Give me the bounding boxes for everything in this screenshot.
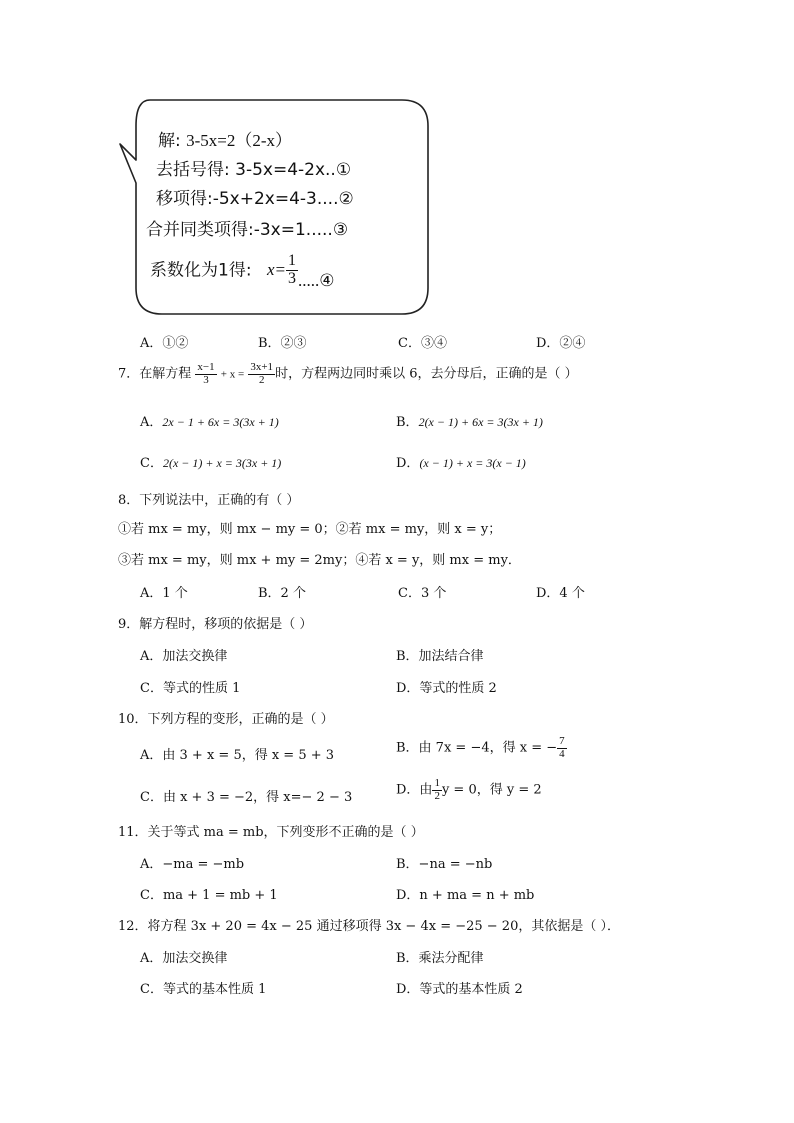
q8-option-b[interactable]: B．2 个 [258,586,306,601]
q7-fraction-1 [195,362,216,386]
q7-b-text: 2(x − 1) + 6x = 3(3x + 1) [418,415,543,429]
q11-option-a[interactable]: A．−ma = −mb [140,857,245,872]
q6-option-c[interactable]: C．③④ [398,336,447,351]
q7-b-label: B． [396,415,419,430]
q7-option-b[interactable] [396,411,543,430]
q10-b-num: 7 [559,735,565,747]
q8-option-d[interactable]: D．4 个 [536,586,585,601]
q10-d-den: 2 [434,789,440,802]
q10-d-num: 1 [434,777,440,789]
q7-d-text: (x − 1) + x = 3(x − 1) [419,456,526,470]
q7-mid: + x = [220,368,245,381]
q7-a-text: 2x − 1 + 6x = 3(3x + 1) [162,415,279,429]
q7-stem-post: 时，方程两边同时乘以 6，去分母后，正确的是（ ） [275,366,578,382]
q7-c-text: 2(x − 1) + x = 3(3x + 1) [162,456,282,470]
bubble-x-eq: x= [266,260,286,280]
q10-b-den: 4 [559,747,565,760]
q8-option-c[interactable]: C．3 个 [398,586,447,601]
q12-option-b[interactable]: B．乘法分配律 [396,951,484,966]
bubble-solve-label: 解 [158,131,175,151]
bubble-equation: 3-5x=2（2-x） [186,131,293,150]
q10-stem: 10．下列方程的变形，正确的是（ ） [118,712,334,727]
bubble-line-1 [158,126,292,151]
q10-option-d[interactable] [396,778,542,802]
q9-stem: 9．解方程时，移项的依据是（ ） [118,617,313,632]
q7-a-label: A． [140,415,163,430]
q8-statement-row-1: ①若 mx = my，则 mx − my = 0；②若 mx = my，则 x = y； [118,522,502,537]
q12-option-a[interactable]: A．加法交换律 [140,951,228,966]
q6-option-b[interactable]: B．②③ [258,336,307,351]
q7-f1-den: 3 [203,373,209,386]
q9-option-a[interactable]: A．加法交换律 [140,649,228,664]
q11-option-c[interactable]: C．ma + 1 = mb + 1 [140,888,278,903]
q11-option-b[interactable]: B．−na = −nb [396,857,493,872]
q7-option-c[interactable] [140,452,281,471]
q12-option-d[interactable]: D．等式的基本性质 2 [396,982,523,997]
q10-d-pre: D．由 [396,782,433,798]
q7-stem-pre: 7．在解方程 [118,366,192,382]
bubble-line-5 [150,252,335,291]
q9-option-d[interactable]: D．等式的性质 2 [396,681,497,696]
q7-f1-num: x−1 [197,361,215,373]
q10-d-fraction [432,778,442,802]
bubble-line-4: 合并同类项得:-3x=1.....③ [146,220,349,240]
q12-option-c[interactable]: C．等式的基本性质 1 [140,982,267,997]
q8-stem: 8．下列说法中，正确的有（ ） [118,493,300,508]
q7-option-a[interactable] [140,411,279,430]
q9-option-b[interactable]: B．加法结合律 [396,649,484,664]
q12-stem: 12．将方程 3x + 20 = 4x − 25 通过移项得 3x − 4x = −25 − 20，其依据是（ ）． [118,919,620,934]
q7-f2-den: 2 [258,373,265,386]
q8-option-a[interactable]: A．1 个 [140,586,188,601]
bubble-coef-label: 系数化为1得: [150,260,252,281]
bubble-fraction [286,253,298,288]
q10-d-post: y = 0，得 y = 2 [441,782,542,798]
q8-statement-row-2: ③若 mx = my，则 mx + my = 2my；④若 x = y，则 mx = my． [118,553,521,568]
q10-option-a[interactable]: A．由 3 + x = 5，得 x = 5 + 3 [140,748,335,763]
bubble-frac-num: 1 [287,252,296,269]
q10-b-pre: B．由 7x = −4，得 x = − [396,740,558,756]
q7-option-d[interactable] [396,452,526,471]
bubble-line-3: 移项得:-5x+2x=4-3....② [156,189,354,209]
bubble-frac-den: 3 [287,269,296,287]
q7-stem [118,362,578,386]
q7-d-label: D． [396,456,420,471]
q6-option-d[interactable]: D．②④ [536,336,586,351]
q7-c-label: C． [140,456,163,471]
q11-option-d[interactable]: D．n + ma = n + mb [396,888,535,903]
q6-option-a[interactable]: A．①② [140,336,189,351]
q10-option-c[interactable]: C．由 x + 3 = −2，得 x=− 2 − 3 [140,790,353,805]
q7-f2-num: 3x+1 [250,361,274,373]
q10-b-fraction [557,736,567,760]
bubble-colon: : [175,131,181,151]
q9-option-c[interactable]: C．等式的性质 1 [140,681,241,696]
bubble-tail: .....④ [297,271,335,291]
bubble-line-2: 去括号得: 3-5x=4-2x..① [156,160,352,180]
q11-stem: 11．关于等式 ma = mb，下列变形不正确的是（ ） [118,825,424,840]
q7-fraction-2 [248,362,275,386]
q10-option-b[interactable] [396,736,567,760]
